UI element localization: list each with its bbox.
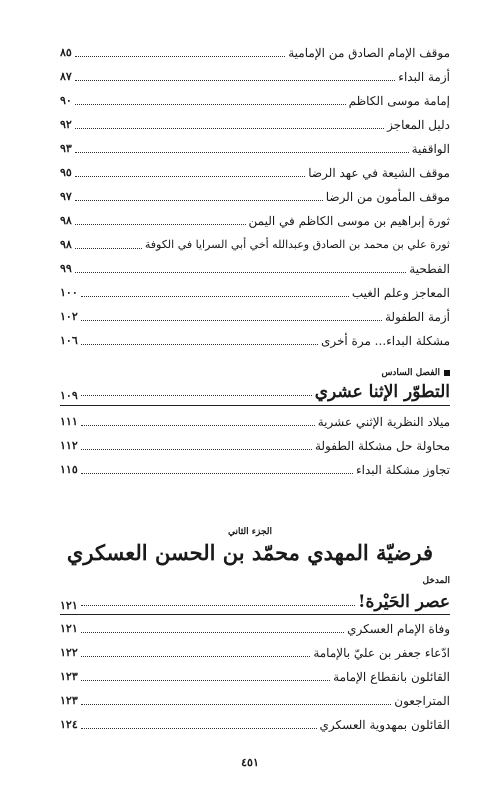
leader-dots (81, 296, 349, 297)
section-label: المدخل (422, 576, 450, 586)
toc-entry (60, 617, 450, 637)
leader-dots (75, 272, 406, 273)
toc-entry-title: أزمة البداء (398, 70, 450, 84)
toc-entry-page: ١٠٠ (60, 286, 78, 299)
toc-entry (60, 305, 450, 325)
leader-dots (75, 224, 246, 225)
leader-dots (81, 449, 312, 450)
toc-entry-page: ٨٧ (60, 70, 72, 83)
chapter-heading (60, 376, 450, 402)
leader-dots (81, 473, 353, 474)
toc-entry-page: ١٢١ (60, 622, 78, 635)
toc-entry-title: دليل المعاجز (387, 118, 450, 132)
toc-entry-title: إمامة موسى الكاظم (348, 94, 450, 108)
toc-entry-title: الفطحية (409, 262, 450, 276)
toc-entry-title: المعاجز وعلم الغيب (351, 286, 450, 300)
toc-entry (60, 41, 450, 61)
toc-entry-title: القائلون بانقطاع الإمامة (333, 670, 450, 684)
leader-dots (75, 128, 384, 129)
leader-dots (75, 200, 323, 201)
section-title: عصر الحَيْرة! (358, 592, 450, 612)
toc-entry-title: ادّعاء جعفر بن عليّ بالإمامة (313, 646, 450, 660)
toc-entry-page: ١٢٤ (60, 718, 78, 731)
toc-entry (60, 113, 450, 133)
toc-entry-title: ثورة علي بن محمد بن الصادق وعبدالله أخي أبي السرايا في الكوفة (144, 238, 450, 251)
part-label: الجزء الثاني (227, 527, 273, 537)
toc-entry-title: المتراجعون (394, 694, 450, 708)
toc-entry-page: ١١١ (60, 415, 78, 428)
toc-entry-title: محاولة حل مشكلة الطفولة (314, 439, 450, 453)
toc-entry (60, 257, 450, 277)
toc-entry-title: تجاوز مشكلة البداء (355, 463, 450, 477)
toc-entry-page: ٩٠ (60, 94, 72, 107)
toc-entry-title: وفاة الإمام العسكري (347, 622, 450, 636)
toc-entry-page: ١٢٢ (60, 646, 78, 659)
toc-entry-title: أزمة الطفولة (385, 310, 450, 324)
chapter-page: ١٠٩ (60, 389, 78, 402)
toc-entry-page: ١٠٢ (60, 310, 78, 323)
toc-entry (60, 713, 450, 733)
leader-dots (81, 425, 315, 426)
toc-entry (60, 410, 450, 430)
toc-entry (60, 641, 450, 661)
section-heading (60, 586, 450, 612)
toc-entry-page: ٩٧ (60, 190, 72, 203)
toc-entry-title: الواقفية (411, 142, 450, 156)
leader-dots (75, 176, 305, 177)
toc-entry (60, 233, 450, 253)
toc-entry (60, 161, 450, 181)
toc-entry-title: ثورة إبراهيم بن موسى الكاظم في اليمن (248, 214, 450, 228)
toc-entry-page: ١١٢ (60, 439, 78, 452)
toc-entry-page: ٩٨ (60, 238, 72, 251)
leader-dots (81, 704, 392, 705)
heading-rule (60, 614, 450, 615)
toc-entry-title: موقف الإمام الصادق من الإمامية (288, 46, 450, 60)
toc-entry-page: ١٢٣ (60, 694, 78, 707)
leader-dots (81, 344, 318, 345)
leader-dots (81, 632, 344, 633)
toc-entry (60, 689, 450, 709)
toc-entry-page: ٩٢ (60, 118, 72, 131)
square-bullet-icon (444, 370, 450, 376)
toc-entry-title: موقف المأمون من الرضا (325, 190, 450, 204)
toc-entry-title: ميلاد النظرية الإثني عشرية (317, 415, 450, 429)
toc-entry (60, 65, 450, 85)
toc-entry-page: ٩٨ (60, 214, 72, 227)
toc-entry (60, 185, 450, 205)
toc-entry-page: ٩٩ (60, 262, 72, 275)
leader-dots (81, 680, 330, 681)
leader-dots (75, 152, 409, 153)
toc-entry (60, 434, 450, 454)
heading-rule (60, 405, 450, 406)
toc-entry (60, 281, 450, 301)
chapter-title: التطوّر الإثنا عشري (314, 382, 450, 402)
toc-entry-title: مشكلة البداء... مرة أخرى (320, 334, 450, 348)
leader-dots (81, 728, 317, 729)
leader-dots (75, 104, 346, 105)
chapter-label-text: الفصل السادس (381, 368, 440, 378)
toc-entry (60, 209, 450, 229)
toc-entry-title: موقف الشيعة في عهد الرضا (308, 166, 450, 180)
toc-entry-page: ٩٣ (60, 142, 72, 155)
leader-dots (81, 395, 312, 396)
toc-entry-page: ١٠٦ (60, 334, 78, 347)
section-page: ١٢١ (60, 599, 78, 612)
toc-entry (60, 458, 450, 478)
toc-entry-page: ٩٥ (60, 166, 72, 179)
toc-entry-page: ١٢٣ (60, 670, 78, 683)
toc-entry (60, 665, 450, 685)
toc-entry-page: ٨٥ (60, 46, 72, 59)
toc-entry-title: القائلون بمهدوية العسكري (319, 718, 450, 732)
toc-entry (60, 137, 450, 157)
leader-dots (81, 605, 355, 606)
leader-dots (81, 320, 382, 321)
toc-entry-page: ١١٥ (60, 463, 78, 476)
leader-dots (75, 80, 395, 81)
leader-dots (81, 656, 311, 657)
toc-entry (60, 89, 450, 109)
toc-entry (60, 329, 450, 349)
leader-dots (75, 248, 142, 249)
part-title: فرضيّة المهدي محمّد بن الحسن العسكري (66, 540, 434, 565)
leader-dots (75, 56, 285, 57)
page-number: ٤٥١ (241, 756, 259, 769)
